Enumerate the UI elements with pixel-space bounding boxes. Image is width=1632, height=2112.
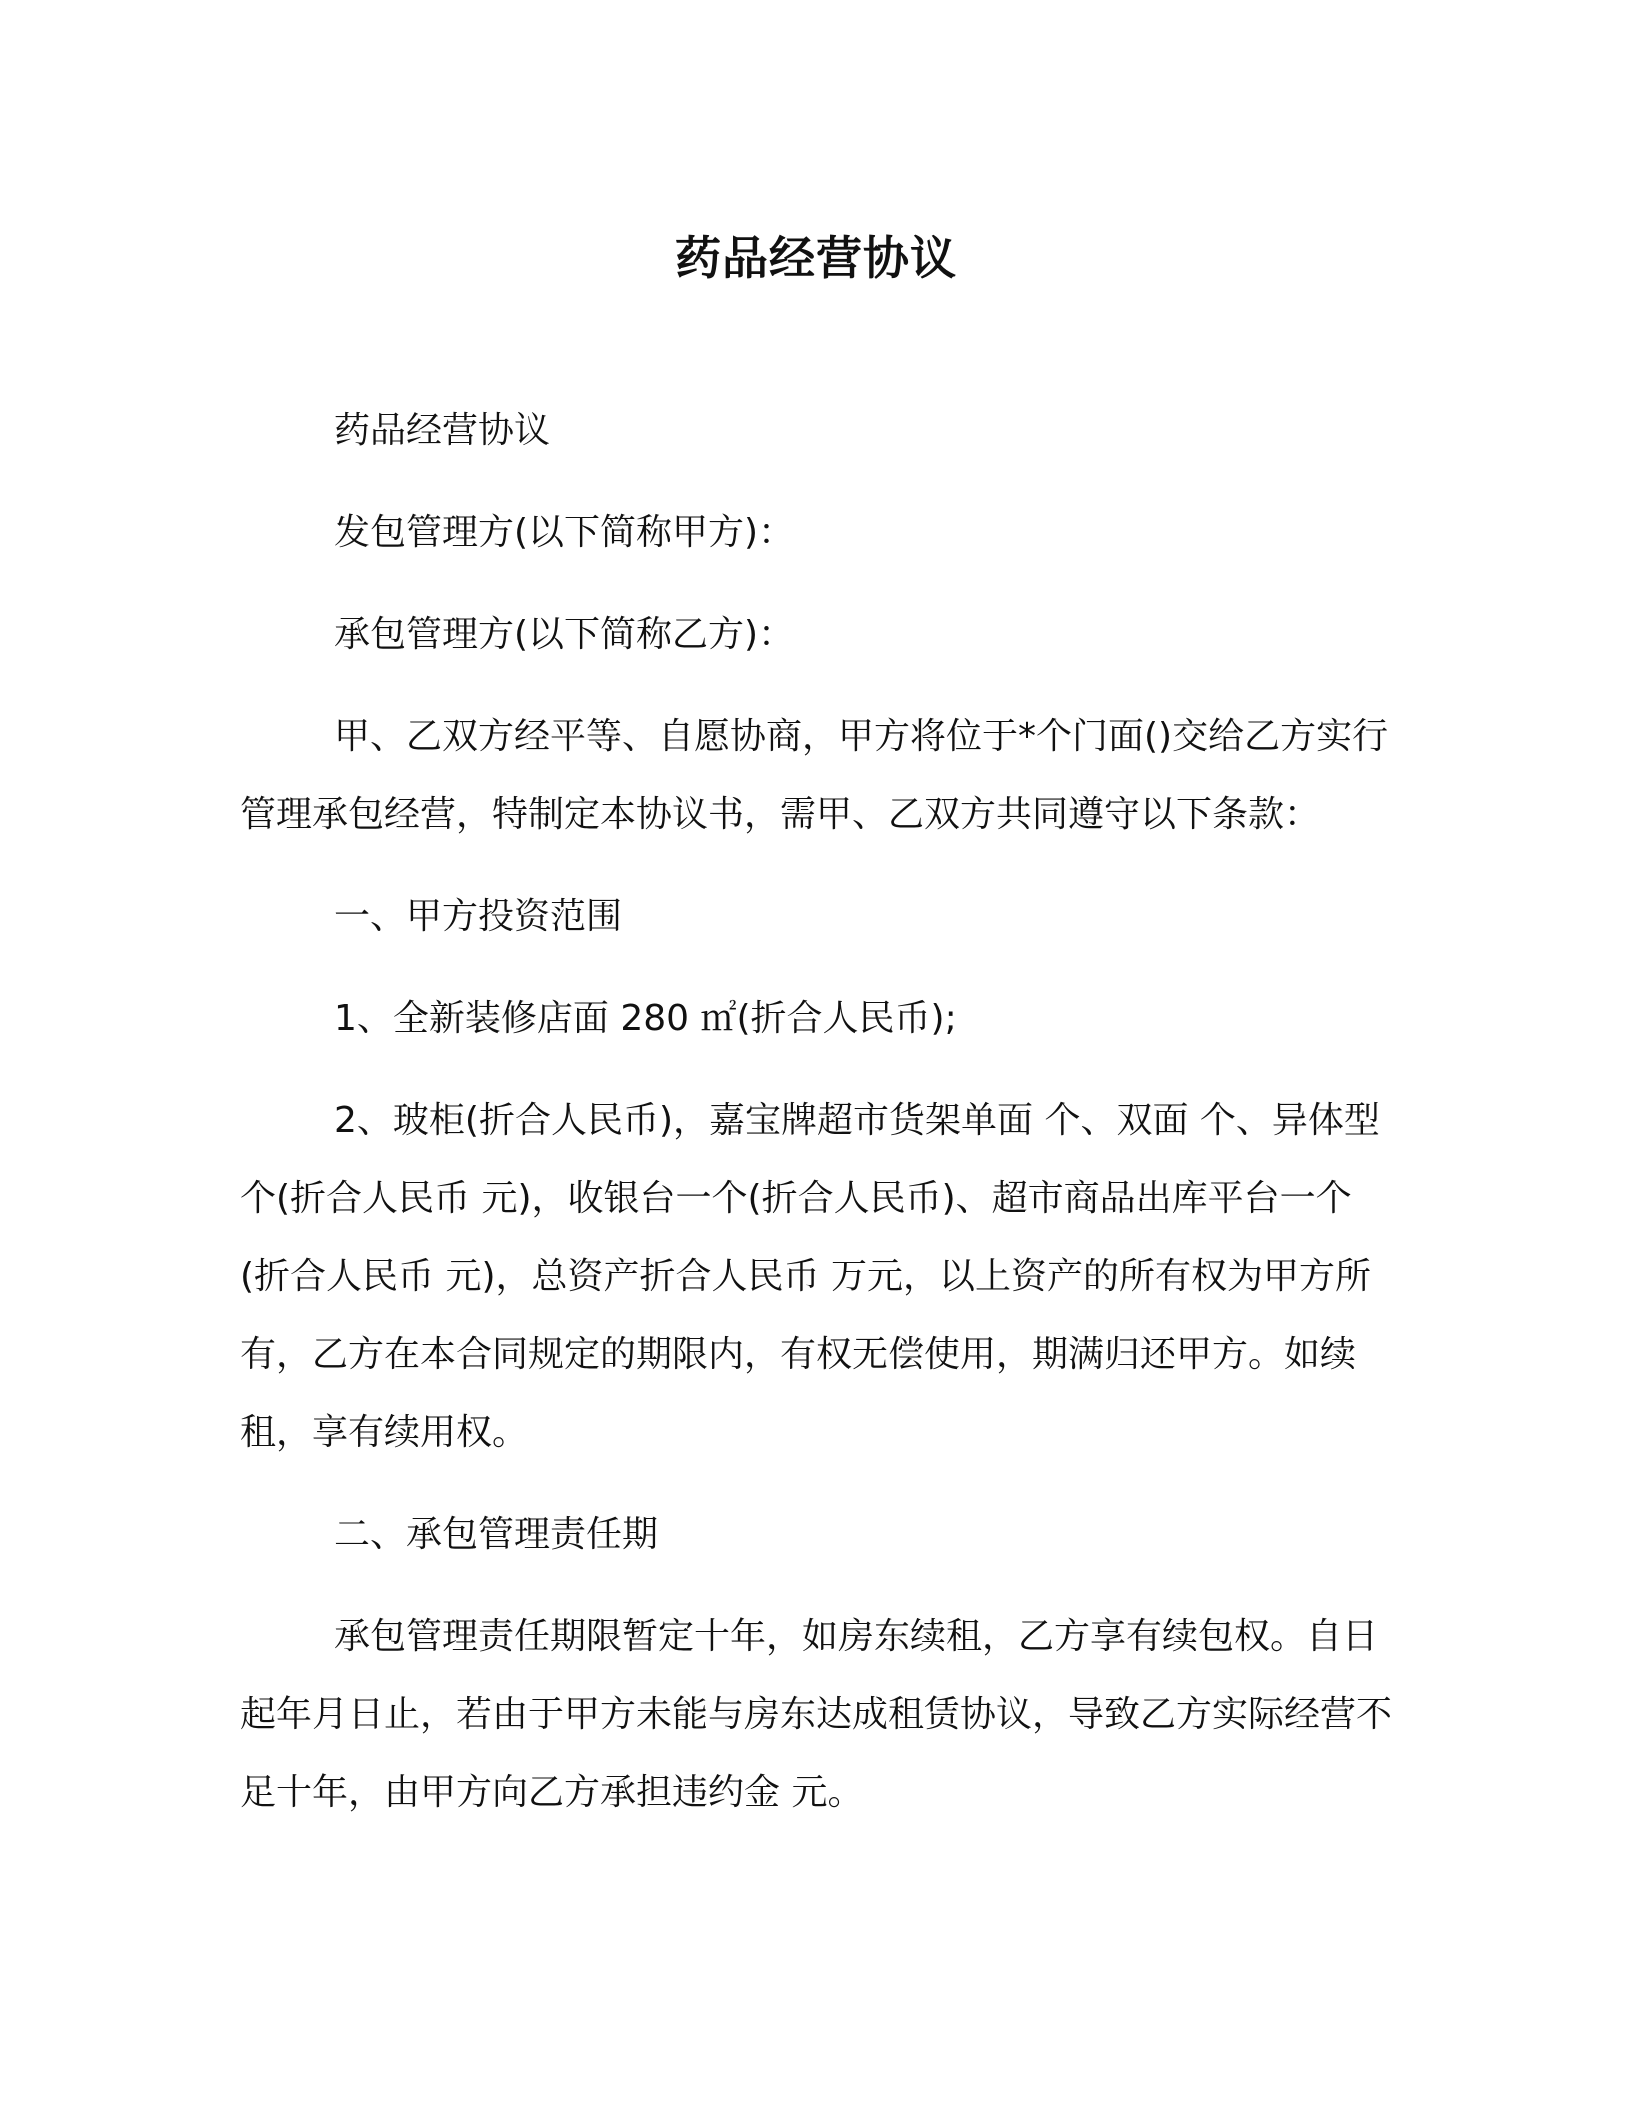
section-heading-term: 二、承包管理责任期 (334, 1514, 659, 1555)
paragraph-term: 承包管理责任期限暂定十年，如房东续租，乙方享有续包权。自日起年月日止，若由于甲方未能与房东达成租赁协议，导致乙方实际经营不足十年，由甲方向乙方承担违约金 元。 (240, 1616, 1393, 1813)
paragraph-item-1: 1、全新装修店面 280 ㎡(折合人民币); (334, 998, 957, 1039)
paragraph-preamble: 甲、乙双方经平等、自愿协商，甲方将位于*个门面()交给乙方实行管理承包经营，特制定本协议书，需甲、乙双方共同遵守以下条款： (240, 716, 1389, 835)
paragraph-heading: 药品经营协议 (334, 410, 551, 451)
section-heading-investment: 一、甲方投资范围 (334, 896, 623, 937)
document-body (240, 392, 1400, 1856)
document-title: 药品经营协议 (675, 231, 957, 285)
paragraph-party-b: 承包管理方(以下简称乙方)： (334, 614, 795, 655)
paragraph-party-a: 发包管理方(以下简称甲方)： (334, 512, 795, 553)
paragraph-item-2: 2、玻柜(折合人民币)，嘉宝牌超市货架单面 个、双面 个、异体型 个(折合人民币 元)，收银台一个(折合人民币)、超市商品出库平台一个(折合人民币 元)，总资产折合人民币 万元，以上资产的所有权为甲方所有，乙方在本合同规定的期限内，有权无偿使用，期满归还甲方。如续租，享有续用权。 (240, 1100, 1380, 1453)
